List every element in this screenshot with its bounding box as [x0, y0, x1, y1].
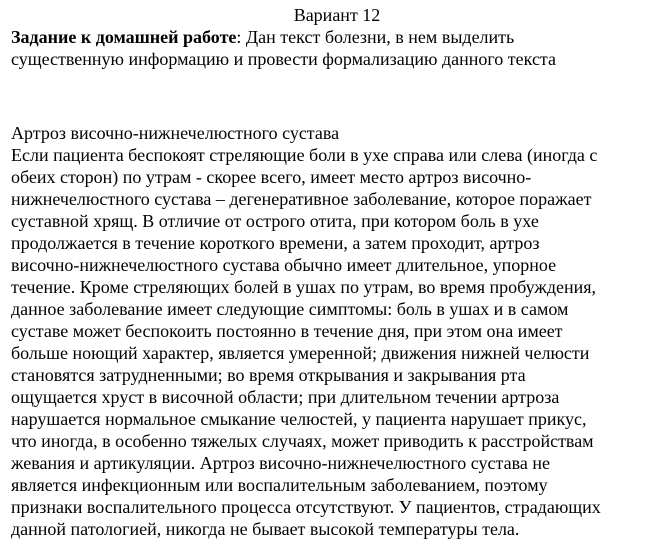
text-line: больше ноющий характер, является умеренной; движения нижней челюсти	[11, 343, 590, 363]
spacer	[11, 70, 663, 122]
document-page	[11, 4, 663, 540]
text-line: нарушается нормальное смыкание челюстей, у пациента нарушает прикус,	[11, 409, 587, 429]
text-line: ощущается хруст в височной области; при длительном течении артроза	[11, 387, 560, 407]
task-text-line-1: : Дан текст болезни, в нем выделить	[236, 27, 515, 47]
variant-heading: Вариант 12	[293, 5, 381, 25]
text-line: что иногда, в особенно тяжелых случаях, может приводить к расстройствам	[11, 431, 594, 451]
task-label: Задание к домашней работе	[11, 27, 237, 47]
text-line: течение. Кроме стреляющих болей в ушах по утрам, во время пробуждения,	[11, 277, 597, 297]
text-line: нижнечелюстного сустава – дегенеративное заболевание, которое поражает	[11, 189, 592, 209]
task-statement	[11, 26, 663, 70]
text-line: данной патологией, никогда не бывает высокой температуры тела.	[11, 519, 520, 539]
task-line-1	[11, 26, 663, 48]
text-line: продолжается в течение короткого времени, а затем проходит, артроз	[11, 233, 540, 253]
text-line: становятся затрудненными; во время открывания и закрывания рта	[11, 365, 526, 385]
text-line: является инфекционным или воспалительным заболеванием, поэтому	[11, 475, 548, 495]
text-line: Если пациента беспокоят стреляющие боли в ухе справа или слева (иногда с	[11, 145, 598, 165]
text-line: данное заболевание имеет следующие симптомы: боль в ушах и в самом	[11, 299, 569, 319]
disease-title: Артроз височно-нижнечелюстного сустава	[11, 123, 340, 143]
text-line: обеих сторон) по утрам - скорее всего, имеет место артроз височно-	[11, 167, 532, 187]
text-line: суставе может беспокоить постоянно в течение дня, при этом она имеет	[11, 321, 563, 341]
text-line: суставной хрящ. В отличие от острого отита, при котором боль в ухе	[11, 211, 539, 231]
text-line: височно-нижнечелюстного сустава обычно имеет длительное, упорное	[11, 255, 557, 275]
disease-text	[11, 144, 663, 540]
text-line: жевания и артикуляции. Артроз височно-нижнечелюстного сустава не	[11, 453, 550, 473]
text-line: признаки воспалительного процесса отсутствуют. У пациентов, страдающих	[11, 497, 601, 517]
task-text-line-2: существенную информацию и провести формализацию данного текста	[11, 49, 557, 69]
